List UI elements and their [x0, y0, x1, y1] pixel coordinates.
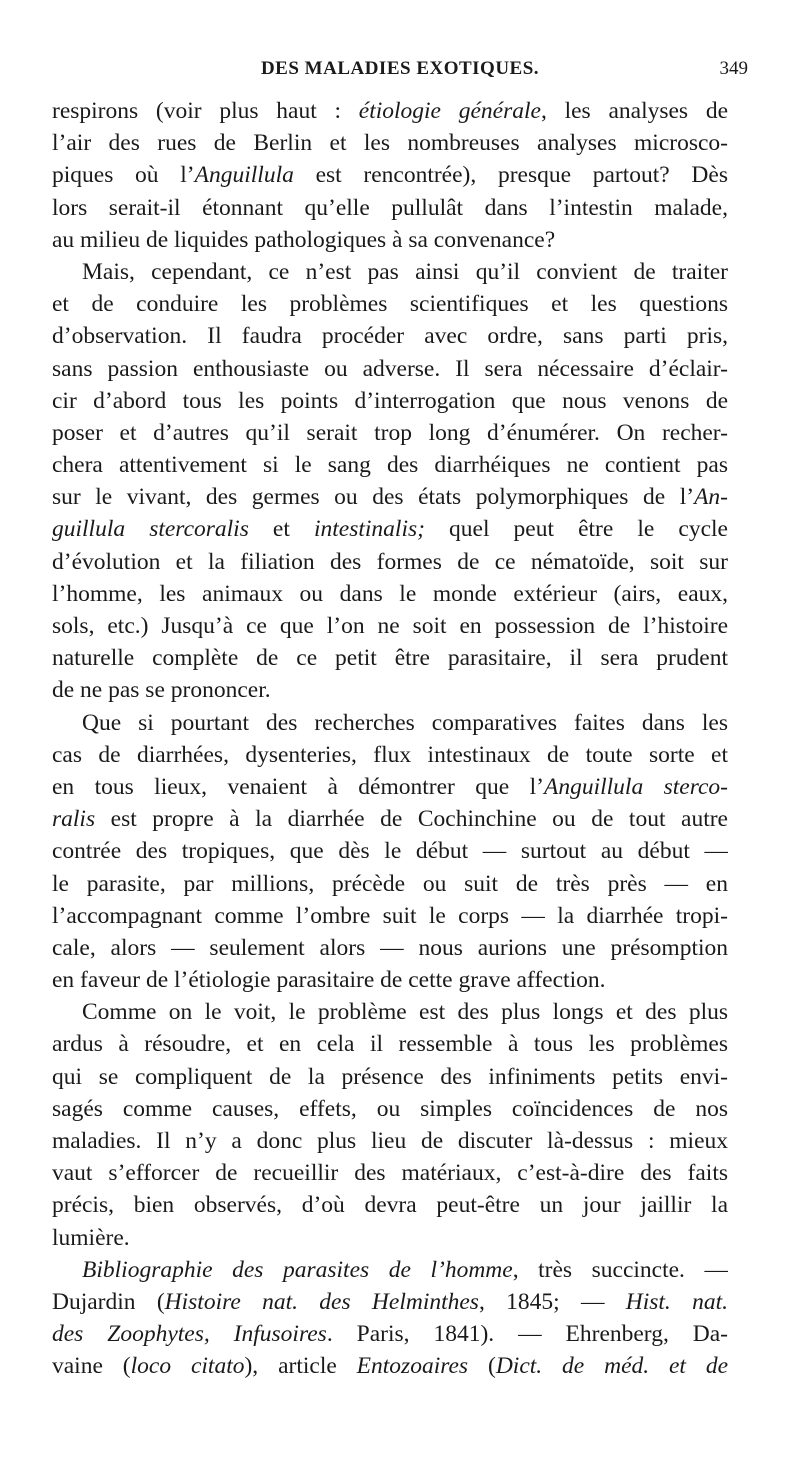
text-span: lors serait-il étonnant qu’elle pullulât dans l’intestin malade,: [52, 194, 728, 221]
text-line: [52, 1061, 728, 1093]
text-span: précis, bien observés, d’où devra peut-être un jour jaillir la: [52, 1192, 728, 1219]
text-line: [52, 868, 728, 900]
text-span: , les analyses de: [540, 98, 728, 124]
text-line: [52, 192, 728, 224]
italic-text: An-: [694, 484, 728, 511]
text-line: [52, 385, 728, 417]
italic-text: Histoire nat. des Helminthes: [164, 1288, 479, 1315]
body-text: [52, 95, 728, 1383]
text-line: [52, 288, 728, 320]
italic-text: Bibliographie des parasites de l’homme: [82, 1256, 513, 1283]
text-line: [52, 996, 728, 1028]
text-span: est rencontrée), presque partout? Dès: [293, 162, 728, 189]
text-line: [52, 835, 728, 867]
text-span: au milieu de liquides pathologiques à sa convenance?: [52, 226, 556, 253]
text-span: qui se compliquent de la présence des infiniments petits envi-: [52, 1063, 728, 1090]
text-line: [52, 932, 728, 964]
text-span: sur le vivant, des germes ou des états polymorphiques de l’: [52, 484, 695, 511]
text-line: [52, 1286, 728, 1318]
text-span: Mais, cependant, ce n’est pas ainsi qu’il convient de traiter: [82, 258, 728, 285]
text-span: sans passion enthousiaste ou adverse. Il sera nécessaire d’éclair-: [52, 355, 728, 382]
text-span: lumière.: [52, 1224, 130, 1251]
text-span: d’évolution et la filiation des formes de ce nématoïde, soit sur: [52, 548, 728, 575]
text-span: contrée des tropiques, que dès le début — surtout au début —: [52, 838, 728, 865]
text-line: [52, 159, 728, 191]
italic-text: Hist. nat.: [625, 1288, 728, 1315]
text-span: respirons (voir plus haut :: [52, 98, 359, 124]
text-line: [52, 1157, 728, 1189]
text-span: Dujardin (: [52, 1288, 165, 1315]
text-span: cas de diarrhées, dysenteries, flux intestinaux de toute sorte et: [52, 741, 728, 768]
text-span: poser et d’autres qu’il serait trop long d’énumérer. On recher-: [52, 419, 728, 446]
text-line: [52, 320, 728, 352]
text-line: [52, 353, 728, 385]
text-line: [52, 95, 728, 127]
italic-text: ralis: [52, 806, 96, 833]
text-line: [52, 771, 728, 803]
text-span: en faveur de l’étiologie parasitaire de cette grave affection.: [52, 967, 606, 994]
text-span: de ne pas se prononcer.: [52, 677, 271, 704]
text-line: [52, 1028, 728, 1060]
text-line: [52, 900, 728, 932]
text-span: ardus à résoudre, et en cela il ressemble à tous les problèmes: [52, 1031, 728, 1058]
text-span: Que si pourtant des recherches comparatives faites dans les: [82, 709, 728, 736]
text-span: l’homme, les animaux ou dans le monde extérieur (airs, eaux,: [52, 580, 728, 607]
text-line: [52, 481, 728, 513]
text-span: Comme on le voit, le problème est des plus longs et des plus: [82, 999, 728, 1026]
italic-text: guillula stercoralis: [52, 516, 249, 543]
text-span: l’air des rues de Berlin et les nombreuses analyses microsco-: [52, 130, 728, 157]
text-span: quel peut être le cycle: [424, 516, 728, 543]
running-head: [52, 58, 748, 88]
text-line: [52, 1093, 728, 1125]
text-line: [52, 1254, 728, 1286]
italic-text: des Zoophytes, Infusoires: [52, 1321, 327, 1348]
text-line: [52, 1125, 728, 1157]
text-span: , très succincte. —: [512, 1256, 728, 1283]
page-number: 349: [719, 58, 748, 79]
text-span: et de conduire les problèmes scientifiques et les questions: [52, 291, 728, 318]
text-span: vaine (: [52, 1353, 131, 1380]
text-line: [52, 1189, 728, 1221]
text-line: [52, 417, 728, 449]
text-span: , 1845; —: [478, 1288, 626, 1315]
text-line: [52, 739, 728, 771]
text-span: naturelle complète de ce petit être parasitaire, il sera prudent: [52, 645, 728, 672]
text-span: le parasite, par millions, précède ou suit de très près — en: [52, 870, 728, 897]
text-line: [52, 224, 728, 256]
italic-text: loco citato: [130, 1353, 245, 1380]
text-span: . Paris, 1841). — Ehrenberg, Da-: [326, 1321, 728, 1348]
text-span: cale, alors — seulement alors — nous aurions une présomption: [52, 934, 728, 961]
text-line: [52, 127, 728, 159]
text-span: (: [468, 1353, 496, 1380]
text-span: ), article: [244, 1353, 357, 1380]
text-span: l’accompagnant comme l’ombre suit le corps — la diarrhée tropi-: [52, 902, 728, 929]
text-line: [52, 256, 728, 288]
text-line: [52, 707, 728, 739]
text-span: cir d’abord tous les points d’interrogation que nous venons de: [52, 387, 728, 414]
text-line: [52, 513, 728, 545]
text-line: [52, 578, 728, 610]
text-line: [52, 1350, 728, 1382]
text-span: en tous lieux, venaient à démontrer que l’: [52, 773, 544, 800]
text-line: [52, 964, 728, 996]
text-line: [52, 1222, 728, 1254]
text-line: [52, 1318, 728, 1350]
text-span: vaut s’efforcer de recueillir des matériaux, c’est-à-dire des faits: [52, 1160, 728, 1187]
text-span: est propre à la diarrhée de Cochinchine ou de tout autre: [95, 806, 728, 833]
text-span: maladies. Il n’y a donc plus lieu de discuter là-dessus : mieux: [52, 1128, 728, 1154]
text-span: d’observation. Il faudra procéder avec ordre, sans parti pris,: [52, 323, 728, 350]
text-line: [52, 674, 728, 706]
text-line: [52, 546, 728, 578]
italic-text: Entozoaires: [356, 1353, 469, 1380]
italic-text: intestinalis;: [313, 516, 425, 543]
text-line: [52, 642, 728, 674]
text-line: [52, 803, 728, 835]
text-line: [52, 449, 728, 481]
italic-text: Anguillula: [194, 162, 294, 189]
italic-text: Dict. de méd. et de: [495, 1353, 728, 1380]
running-head-title: DES MALADIES EXOTIQUES.: [260, 58, 540, 79]
text-span: piques où l’: [52, 162, 195, 189]
italic-text: Anguillula sterco-: [543, 773, 728, 800]
text-span: et: [248, 516, 314, 543]
text-span: chera attentivement si le sang des diarrhéiques ne contient pas: [52, 452, 728, 479]
text-span: sagés comme causes, effets, ou simples coïncidences de nos: [52, 1095, 728, 1122]
italic-text: étiologie générale: [358, 98, 541, 124]
text-span: sols, etc.) Jusqu’à ce que l’on ne soit en possession de l’histoire: [52, 613, 728, 639]
text-line: [52, 610, 728, 642]
